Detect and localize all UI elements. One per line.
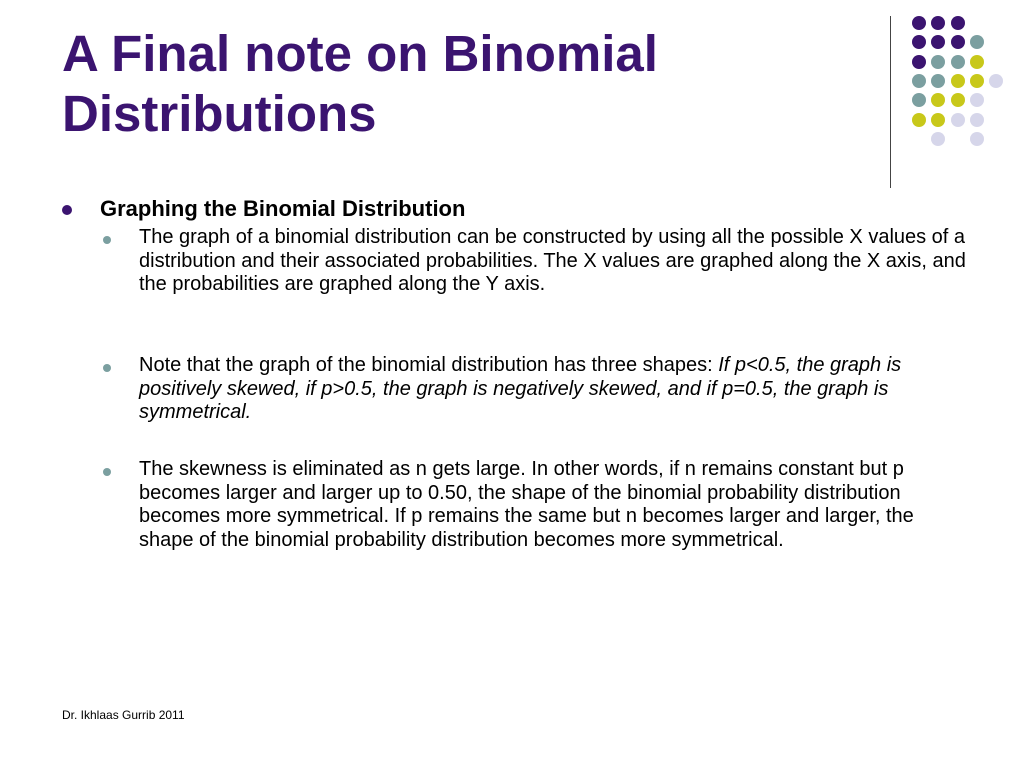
decorative-dot [970, 74, 984, 88]
decorative-dot-grid [0, 0, 1024, 200]
vertical-divider [890, 16, 891, 188]
decorative-dot [912, 16, 926, 30]
decorative-dot [951, 55, 965, 69]
decorative-dot [912, 35, 926, 49]
sub-point-3 [139, 458, 969, 552]
decorative-dot [931, 132, 945, 146]
decorative-dot [970, 113, 984, 127]
decorative-dot [912, 55, 926, 69]
decorative-dot [970, 132, 984, 146]
decorative-dot [931, 93, 945, 107]
sub-point-2-text: Note that the graph of the binomial distribution has three shapes: [139, 354, 719, 376]
decorative-dot [912, 113, 926, 127]
decorative-dot [912, 74, 926, 88]
decorative-dot [951, 113, 965, 127]
sub-bullet-icon [103, 364, 111, 372]
decorative-dot [931, 113, 945, 127]
slide-title-line-1: A Final note on Binomial [62, 25, 658, 82]
slide-title-line-2: Distributions [62, 85, 377, 142]
sub-point-1 [139, 226, 969, 297]
sub-bullet-icon [103, 468, 111, 476]
decorative-dot [970, 93, 984, 107]
decorative-dot [970, 35, 984, 49]
decorative-dot [912, 93, 926, 107]
decorative-dot [951, 74, 965, 88]
main-bullet-text: Graphing the Binomial Distribution [100, 196, 466, 221]
decorative-dot [931, 16, 945, 30]
bullet-icon [62, 205, 72, 215]
decorative-dot [931, 74, 945, 88]
sub-point-2 [139, 354, 969, 425]
decorative-dot [989, 74, 1003, 88]
sub-bullet-icon [103, 236, 111, 244]
decorative-dot [951, 35, 965, 49]
sub-point-2-italic: If p<0.5, the graph is positively skewed, if p>0.5, the graph is negatively skewed, and if p=0.5, the graph is symmetrical. [139, 354, 902, 423]
decorative-dot [931, 35, 945, 49]
sub-point-3-text: The skewness is eliminated as n gets large. In other words, if n remains constant but p becomes larger and larger up to 0.50, the shape of the binomial probability distribution becomes more symmetrical. If p remains the same but n becomes larger and larger, the shape of the binomial probability distribution becomes more symmetrical. [139, 458, 914, 551]
decorative-dot [931, 55, 945, 69]
sub-point-1-text: The graph of a binomial distribution can be constructed by using all the possible X values of a distribution and their associated probabilities. The X values are graphed along the X axis, and the probabilities are graphed along the Y axis. [139, 226, 966, 295]
footer-credit: Dr. Ikhlaas Gurrib 2011 [62, 708, 185, 722]
decorative-dot [951, 93, 965, 107]
decorative-dot [970, 55, 984, 69]
decorative-dot [951, 16, 965, 30]
